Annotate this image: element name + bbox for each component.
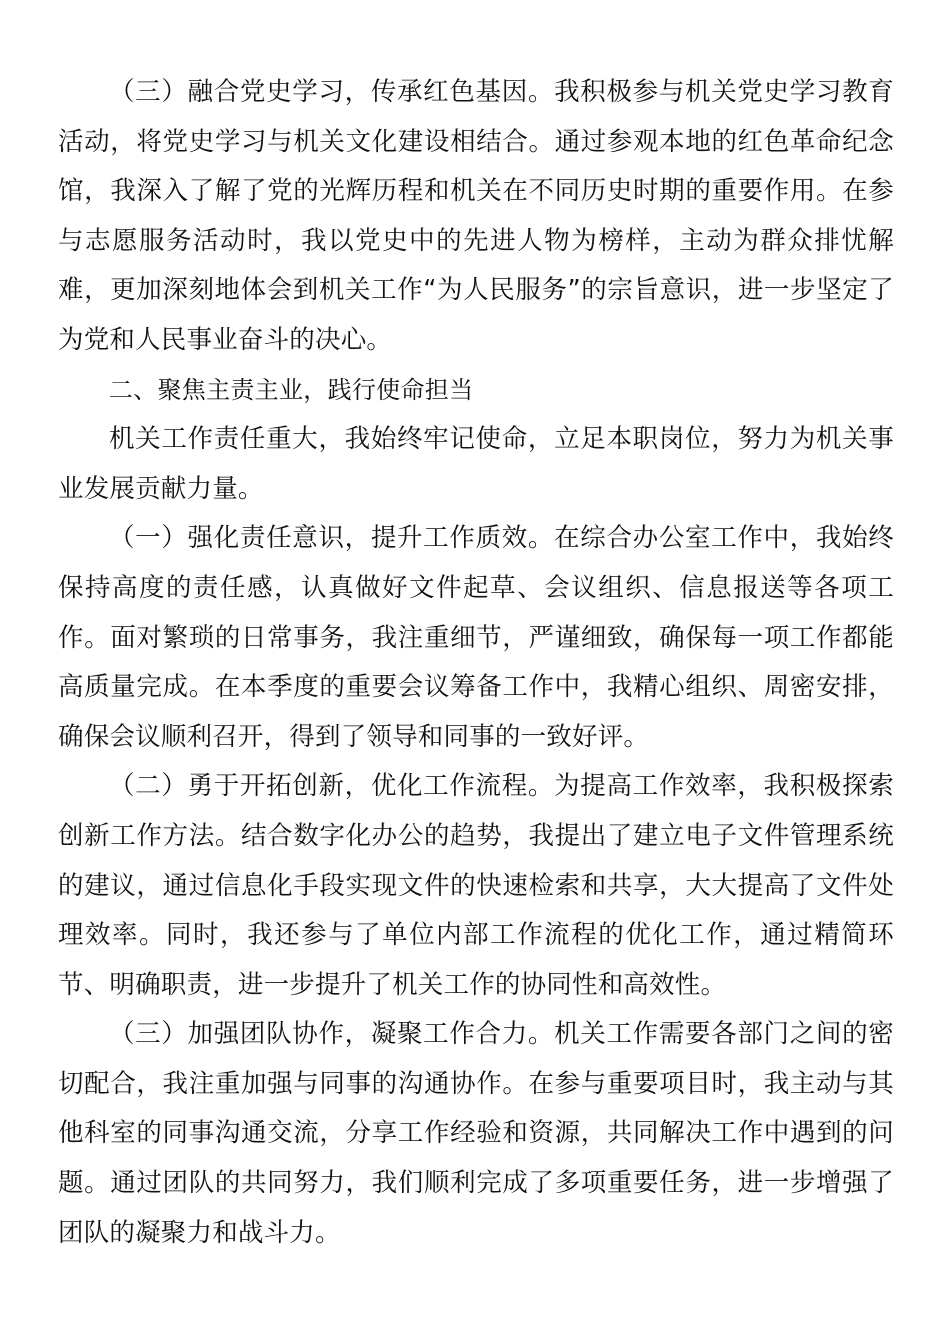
paragraph-section-intro: 机关工作责任重大，我始终牢记使命，立足本职岗位，努力为机关事业发展贡献力量。 [58,424,894,504]
paragraph-party-history: （三）融合党史学习，传承红色基因。我积极参与机关党史学习教育活动，将党史学习与机关文化建设相结合。通过参观本地的红色革命纪念馆，我深入了解了党的光辉历程和机关在不同历史时期的重要作用。在参与志愿服务活动时，我以党史中的先进人物为榜样，主动为群众排忧解难，更加深刻地体会到机关工作“为人民服务”的宗旨意识，进一步坚定了为党和人民事业奋斗的决心。 [58,77,894,355]
paragraph-responsibility: （一）强化责任意识，提升工作质效。在综合办公室工作中，我始终保持高度的责任感，认真做好文件起草、会议组织、信息报送等各项工作。面对繁琐的日常事务，我注重细节，严谨细致，确保每一项工作都能高质量完成。在本季度的重要会议筹备工作中，我精心组织、周密安排，确保会议顺利召开，得到了领导和同事的一致好评。 [58,523,894,752]
paragraph-innovation: （二）勇于开拓创新，优化工作流程。为提高工作效率，我积极探索创新工作方法。结合数字化办公的趋势，我提出了建立电子文件管理系统的建议，通过信息化手段实现文件的快速检索和共享，大大提高了文件处理效率。同时，我还参与了单位内部工作流程的优化工作，通过精简环节、明确职责，进一步提升了机关工作的协同性和高效性。 [58,771,894,1000]
section-heading-2: 二、聚焦主责主业，践行使命担当 [108,375,474,404]
paragraph-teamwork: （三）加强团队协作，凝聚工作合力。机关工作需要各部门之间的密切配合，我注重加强与同事的沟通协作。在参与重要项目时，我主动与其他科室的同事沟通交流，分享工作经验和资源，共同解决工作中遇到的问题。通过团队的共同努力，我们顺利完成了多项重要任务，进一步增强了团队的凝聚力和战斗力。 [58,1019,894,1248]
document-page [58,68,894,1258]
